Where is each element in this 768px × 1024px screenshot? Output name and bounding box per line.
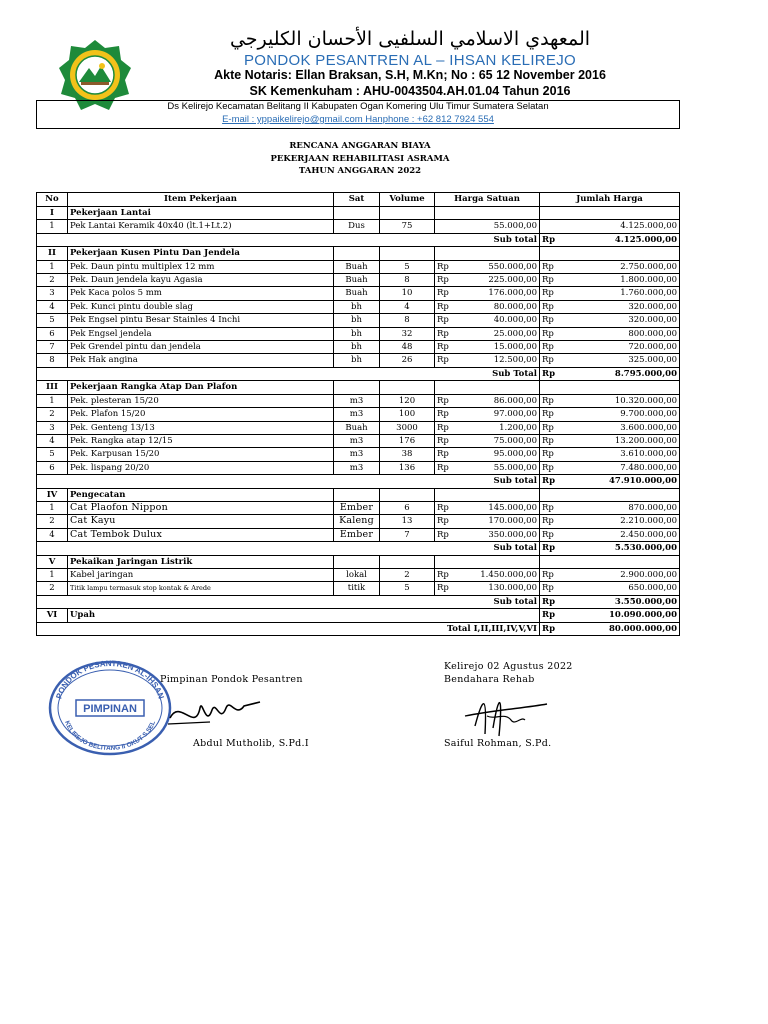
subtotal-amount: 8.795.000,00	[562, 367, 680, 380]
section-number: III	[37, 381, 68, 394]
total-price: 650.000,00	[562, 582, 680, 595]
item-name: Cat Tembok Dulux	[68, 528, 334, 541]
currency-label: Rp	[540, 260, 562, 273]
currency-label: Rp	[435, 314, 453, 327]
subtotal-label: Sub total	[37, 595, 540, 608]
currency-label: Rp	[435, 421, 453, 434]
row-number: 1	[37, 394, 68, 407]
title-line-2: PEKERJAAN REHABILITASI ASRAMA	[270, 153, 450, 164]
table-row	[37, 300, 680, 313]
unit-price: 170.000,00	[453, 515, 540, 528]
subtotal-label: Sub total	[37, 542, 540, 555]
item-name: Pek Engsel jendela	[68, 327, 334, 340]
empty-cell	[380, 555, 435, 568]
total-price: 2.450.000,00	[562, 528, 680, 541]
subtotal-row	[37, 542, 680, 555]
currency-label: Rp	[540, 421, 562, 434]
empty-cell	[435, 207, 540, 220]
item-name: Cat Plaofon Nippon	[68, 501, 334, 514]
address-box	[36, 100, 680, 129]
unit-price: 550.000,00	[453, 260, 540, 273]
unit: m3	[334, 394, 380, 407]
unit: Ember	[334, 528, 380, 541]
row-number: 4	[37, 528, 68, 541]
total-price: 1.800.000,00	[562, 274, 680, 287]
section-header-row	[37, 207, 680, 220]
empty-cell	[334, 247, 380, 260]
table-header-row	[37, 193, 680, 207]
unit-price: 40.000,00	[453, 314, 540, 327]
volume: 120	[380, 394, 435, 407]
unit-price: 145.000,00	[453, 501, 540, 514]
subtotal-amount: 47.910.000,00	[562, 475, 680, 488]
row-number: 2	[37, 408, 68, 421]
item-name: Kabel jaringan	[68, 568, 334, 581]
empty-cell	[334, 488, 380, 501]
empty-cell	[540, 488, 680, 501]
currency-label: Rp	[540, 542, 562, 555]
unit: bh	[334, 300, 380, 313]
unit-price: 1.200,00	[453, 421, 540, 434]
currency-label: Rp	[435, 515, 453, 528]
empty-cell	[334, 381, 380, 394]
row-number: 8	[37, 354, 68, 367]
contact-info[interactable]: E-mail : yppaikelirejo@gmail.com Hanphone : +62 812 7924 554	[222, 114, 494, 125]
row-number: 3	[37, 421, 68, 434]
currency-label: Rp	[540, 394, 562, 407]
item-name: Pek Lantai Keramik 40x40 (lt.1+Lt.2)	[68, 220, 334, 233]
empty-cell	[540, 247, 680, 260]
unit-price: 350.000,00	[453, 528, 540, 541]
empty-cell	[435, 488, 540, 501]
header-harga-satuan: Harga Satuan	[435, 193, 540, 207]
unit: bh	[334, 327, 380, 340]
grand-total-label: Total I,II,III,IV,V,VI	[37, 622, 540, 635]
row-number: 7	[37, 341, 68, 354]
row-number: 6	[37, 461, 68, 474]
section-number: II	[37, 247, 68, 260]
row-number: 1	[37, 260, 68, 273]
header-item: Item Pekerjaan	[68, 193, 334, 207]
subtotal-row	[37, 367, 680, 380]
row-number: 1	[37, 220, 68, 233]
unit: lokal	[334, 568, 380, 581]
empty-cell	[380, 381, 435, 394]
subtotal-label: Sub Total	[37, 367, 540, 380]
empty-cell	[380, 207, 435, 220]
currency-label: Rp	[540, 595, 562, 608]
subtotal-amount: 5.530.000,00	[562, 542, 680, 555]
table-row	[37, 341, 680, 354]
total-price: 320.000,00	[562, 300, 680, 313]
item-name: Pek. Daun jendela kayu Agasia	[68, 274, 334, 287]
empty-cell	[334, 555, 380, 568]
empty-cell	[380, 488, 435, 501]
grand-total-row	[37, 622, 680, 635]
currency-label: Rp	[540, 461, 562, 474]
currency-label: Rp	[540, 568, 562, 581]
unit: Buah	[334, 421, 380, 434]
empty-cell	[435, 247, 540, 260]
address: Ds Kelirejo Kecamatan Belitang II Kabupaten Ogan Komering Ulu Timur Sumatera Selatan	[167, 101, 549, 112]
unit-price: 55.000,00	[453, 461, 540, 474]
total-price: 1.760.000,00	[562, 287, 680, 300]
svg-text:KELIREJO BELITANG II OKUT S.SE: KELIREJO BELITANG II OKUT S.SEL	[63, 719, 157, 753]
volume: 6	[380, 501, 435, 514]
volume: 4	[380, 300, 435, 313]
total-price: 4.125.000,00	[562, 220, 680, 233]
total-price: 9.700.000,00	[562, 408, 680, 421]
row-number: 5	[37, 314, 68, 327]
table-row	[37, 582, 680, 595]
unit-price: 75.000,00	[453, 434, 540, 447]
volume: 100	[380, 408, 435, 421]
upah-row	[37, 609, 680, 622]
currency-label: Rp	[540, 314, 562, 327]
subtotal-row	[37, 475, 680, 488]
section-title: Pekerjaan Kusen Pintu Dan Jendela	[68, 247, 334, 260]
volume: 75	[380, 220, 435, 233]
currency-label: Rp	[435, 354, 453, 367]
sk-kemenkuham: SK Kemenkuham : AHU-0043504.AH.01.04 Tahun 2016	[249, 84, 571, 98]
budget-table	[36, 192, 680, 636]
volume: 3000	[380, 421, 435, 434]
header-jumlah-harga: Jumlah Harga	[540, 193, 680, 207]
volume: 5	[380, 582, 435, 595]
empty-cell	[380, 247, 435, 260]
school-name: PONDOK PESANTREN AL – IHSAN KELIREJO	[243, 52, 576, 69]
volume: 38	[380, 448, 435, 461]
unit: Buah	[334, 274, 380, 287]
svg-text:PONDOK PESANTREN AL-IHSAN: PONDOK PESANTREN AL-IHSAN	[54, 658, 166, 700]
right-signatory-title: Bendahara Rehab	[444, 674, 535, 685]
section-number: V	[37, 555, 68, 568]
subtotal-row	[37, 595, 680, 608]
left-signatory-name: Abdul Mutholib, S.Pd.I	[193, 738, 309, 749]
volume: 5	[380, 260, 435, 273]
volume: 8	[380, 314, 435, 327]
unit: Buah	[334, 287, 380, 300]
currency-label: Rp	[435, 300, 453, 313]
title-line-3: TAHUN ANGGARAN 2022	[298, 166, 422, 176]
section-header-row	[37, 247, 680, 260]
total-price: 2.750.000,00	[562, 260, 680, 273]
item-name: Pek. Karpusan 15/20	[68, 448, 334, 461]
currency-label: Rp	[540, 233, 562, 246]
currency-label: Rp	[435, 408, 453, 421]
empty-cell	[435, 381, 540, 394]
row-number: 6	[37, 327, 68, 340]
unit: titik	[334, 582, 380, 595]
currency-label: Rp	[435, 582, 453, 595]
arabic-school-name: المعهدي الاسلامي السلفيى الأحسان الكليرجي	[229, 28, 591, 50]
item-name: Pek. Plafon 15/20	[68, 408, 334, 421]
unit-price: 15.000,00	[453, 341, 540, 354]
currency-label: Rp	[540, 528, 562, 541]
currency-label: Rp	[540, 515, 562, 528]
subtotal-row	[37, 233, 680, 246]
total-price: 7.480.000,00	[562, 461, 680, 474]
unit: m3	[334, 408, 380, 421]
currency-label: Rp	[435, 394, 453, 407]
volume: 7	[380, 528, 435, 541]
currency-label: Rp	[435, 528, 453, 541]
currency-label: Rp	[540, 622, 562, 635]
currency-label: Rp	[540, 408, 562, 421]
grand-total-amount: 80.000.000,00	[562, 622, 680, 635]
currency-label: Rp	[540, 287, 562, 300]
unit: bh	[334, 314, 380, 327]
table-row	[37, 274, 680, 287]
item-name: Pek Engsel pintu Besar Stainles 4 Inchi	[68, 314, 334, 327]
item-name: Pek. Kunci pintu double slag	[68, 300, 334, 313]
subtotal-amount: 3.550.000,00	[562, 595, 680, 608]
table-row	[37, 528, 680, 541]
currency-label: Rp	[435, 568, 453, 581]
section-header-row	[37, 381, 680, 394]
unit: m3	[334, 461, 380, 474]
row-number: 4	[37, 434, 68, 447]
volume: 13	[380, 515, 435, 528]
section-title: Pengecatan	[68, 488, 334, 501]
table-row	[37, 260, 680, 273]
volume: 48	[380, 341, 435, 354]
item-name: Pek Kaca polos 5 mm	[68, 287, 334, 300]
unit-price: 1.450.000,00	[453, 568, 540, 581]
svg-text:PIMPINAN: PIMPINAN	[83, 703, 137, 715]
total-price: 3.600.000,00	[562, 421, 680, 434]
item-name: Titik lampu termasuk stop kontak & Arede	[68, 582, 334, 595]
table-row	[37, 421, 680, 434]
subtotal-label: Sub total	[37, 475, 540, 488]
unit-price: 176.000,00	[453, 287, 540, 300]
table-row	[37, 314, 680, 327]
total-price: 2.900.000,00	[562, 568, 680, 581]
currency-label: Rp	[540, 341, 562, 354]
unit-price: 55.000,00	[453, 220, 540, 233]
section-title: Pekerjaan Rangka Atap Dan Plafon	[68, 381, 334, 394]
currency-label	[435, 220, 453, 233]
table-row	[37, 327, 680, 340]
empty-cell	[540, 207, 680, 220]
volume: 8	[380, 274, 435, 287]
unit-price: 225.000,00	[453, 274, 540, 287]
unit: bh	[334, 354, 380, 367]
currency-label	[540, 220, 562, 233]
header-no: No	[37, 193, 68, 207]
empty-cell	[540, 381, 680, 394]
currency-label: Rp	[540, 434, 562, 447]
volume: 10	[380, 287, 435, 300]
currency-label: Rp	[435, 501, 453, 514]
unit-price: 25.000,00	[453, 327, 540, 340]
left-signatory-title: Pimpinan Pondok Pesantren	[160, 674, 303, 685]
currency-label: Rp	[435, 434, 453, 447]
volume: 176	[380, 434, 435, 447]
unit-price: 86.000,00	[453, 394, 540, 407]
table-row	[37, 354, 680, 367]
upah-amount: 10.090.000,00	[562, 609, 680, 622]
item-name: Pek. lispang 20/20	[68, 461, 334, 474]
row-number: 4	[37, 300, 68, 313]
total-price: 10.320.000,00	[562, 394, 680, 407]
currency-label: Rp	[435, 448, 453, 461]
currency-label: Rp	[540, 501, 562, 514]
item-name: Pek. Daun pintu multiplex 12 mm	[68, 260, 334, 273]
total-price: 800.000,00	[562, 327, 680, 340]
total-price: 320.000,00	[562, 314, 680, 327]
unit-price: 80.000,00	[453, 300, 540, 313]
akte-notaris: Akte Notaris: Ellan Braksan, S.H, M.Kn; No : 65 12 November 2016	[214, 68, 606, 82]
section-number: VI	[37, 609, 68, 622]
item-name: Pek. Rangka atap 12/15	[68, 434, 334, 447]
unit-price: 12.500,00	[453, 354, 540, 367]
unit: m3	[334, 434, 380, 447]
table-row	[37, 408, 680, 421]
currency-label: Rp	[540, 367, 562, 380]
document-titles	[150, 140, 570, 178]
total-price: 720.000,00	[562, 341, 680, 354]
total-price: 13.200.000,00	[562, 434, 680, 447]
table-row	[37, 461, 680, 474]
item-name: Pek Hak angina	[68, 354, 334, 367]
currency-label: Rp	[435, 341, 453, 354]
row-number: 1	[37, 501, 68, 514]
item-name: Cat Kayu	[68, 515, 334, 528]
currency-label: Rp	[540, 274, 562, 287]
left-signature	[140, 688, 270, 738]
total-price: 325.000,00	[562, 354, 680, 367]
item-name: Pek. plesteran 15/20	[68, 394, 334, 407]
volume: 32	[380, 327, 435, 340]
table-row	[37, 394, 680, 407]
row-number: 2	[37, 274, 68, 287]
section-title: Pekaikan Jaringan Listrik	[68, 555, 334, 568]
currency-label: Rp	[540, 448, 562, 461]
unit-price: 130.000,00	[453, 582, 540, 595]
row-number: 1	[37, 568, 68, 581]
section-title: Upah	[68, 609, 540, 622]
currency-label: Rp	[540, 354, 562, 367]
currency-label: Rp	[540, 609, 562, 622]
row-number: 2	[37, 582, 68, 595]
unit-price: 97.000,00	[453, 408, 540, 421]
section-header-row	[37, 555, 680, 568]
volume: 26	[380, 354, 435, 367]
unit: Kaleng	[334, 515, 380, 528]
table-row	[37, 434, 680, 447]
signature-date: Kelirejo 02 Agustus 2022	[444, 661, 573, 672]
total-price: 3.610.000,00	[562, 448, 680, 461]
row-number: 5	[37, 448, 68, 461]
header-sat: Sat	[334, 193, 380, 207]
total-price: 870.000,00	[562, 501, 680, 514]
total-price: 2.210.000,00	[562, 515, 680, 528]
currency-label: Rp	[435, 327, 453, 340]
table-row	[37, 568, 680, 581]
empty-cell	[334, 207, 380, 220]
currency-label: Rp	[540, 475, 562, 488]
table-body	[37, 207, 680, 636]
subtotal-label: Sub total	[37, 233, 540, 246]
title-line-1: RENCANA ANGGARAN BIAYA	[289, 141, 431, 151]
unit: m3	[334, 448, 380, 461]
section-title: Pekerjaan Lantai	[68, 207, 334, 220]
header-volume: Volume	[380, 193, 435, 207]
right-signatory-name: Saiful Rohman, S.Pd.	[444, 738, 552, 749]
currency-label: Rp	[540, 582, 562, 595]
row-number: 3	[37, 287, 68, 300]
item-name: Pek. Genteng 13/13	[68, 421, 334, 434]
currency-label: Rp	[540, 327, 562, 340]
section-number: I	[37, 207, 68, 220]
volume: 136	[380, 461, 435, 474]
table-row	[37, 501, 680, 514]
unit: Ember	[334, 501, 380, 514]
table-row	[37, 220, 680, 233]
section-header-row	[37, 488, 680, 501]
volume: 2	[380, 568, 435, 581]
currency-label: Rp	[435, 274, 453, 287]
right-signature	[455, 686, 555, 741]
table-row	[37, 448, 680, 461]
currency-label: Rp	[435, 461, 453, 474]
unit-price: 95.000,00	[453, 448, 540, 461]
unit: bh	[334, 341, 380, 354]
table-row	[37, 287, 680, 300]
currency-label: Rp	[435, 260, 453, 273]
currency-label: Rp	[435, 287, 453, 300]
item-name: Pek Grendel pintu dan jendela	[68, 341, 334, 354]
unit: Dus	[334, 220, 380, 233]
currency-label: Rp	[540, 300, 562, 313]
unit: Buah	[334, 260, 380, 273]
empty-cell	[435, 555, 540, 568]
subtotal-amount: 4.125.000,00	[562, 233, 680, 246]
section-number: IV	[37, 488, 68, 501]
table-row	[37, 515, 680, 528]
empty-cell	[540, 555, 680, 568]
row-number: 2	[37, 515, 68, 528]
